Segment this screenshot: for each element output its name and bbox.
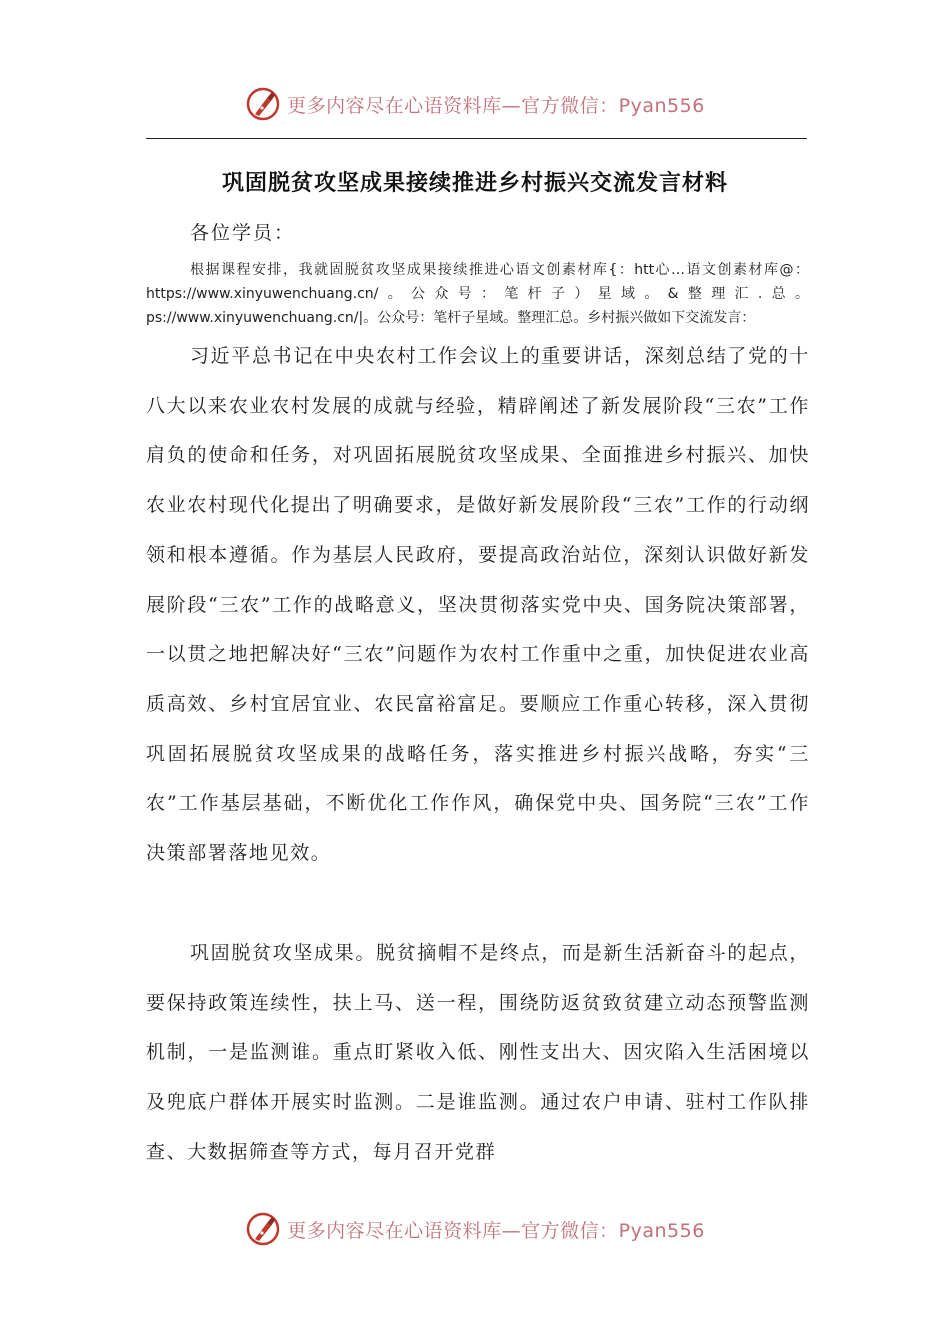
document-title: 巩固脱贫攻坚成果接续推进乡村振兴交流发言材料: [221, 171, 728, 196]
header-banner-text: 更多内容尽在心语资料库—官方微信：Pyan556: [287, 94, 705, 117]
header-banner: [0, 82, 950, 126]
fountain-pen-logo-icon: [245, 1211, 281, 1247]
body-paragraph: 习近平总书记在中央农村工作会议上的重要讲话，深刻总结了党的十八大以来农业农村发展的成就与经验，精辟阐述了新发展阶段“三农”工作肩负的使命和任务，对巩固拓展脱贫攻坚成果、全面推进乡村振兴、加快农业农村现代化提出了明确要求，是做好新发展阶段“三农”工作的行动纲领和根本遵循。作为基层人民政府，要提高政治站位，深刻认识做好新发展阶段“三农”工作的战略意义，坚决贯彻落实党中央、国务院决策部署，一以贯之地把解决好“三农”问题作为农村工作重中之重，加快促进农业高质高效、乡村宜居宜业、农民富裕富足。要顺应工作重心转移，深入贯彻巩固拓展脱贫攻坚成果的战略任务，落实推进乡村振兴战略，夯实“三农”工作基层基础，不断优化工作作风，确保党中央、国务院“三农”工作决策部署落地见效。: [146, 345, 810, 865]
footer-banner-text: 更多内容尽在心语资料库—官方微信：Pyan556: [287, 1219, 705, 1242]
body-paragraph: 巩固脱贫攻坚成果。脱贫摘帽不是终点，而是新生活新奋斗的起点，要保持政策连续性，扶上马、送一程，围绕防返贫致贫建立动态预警监测机制，一是监测谁。重点盯紧收入低、刚性支出大、因灾陷入生活困境以及兜底户群体开展实时监测。二是谁监测。通过农户申请、驻村工作队排查、大数据筛查等方式，每月召开党群: [146, 942, 810, 1163]
fountain-pen-logo-icon: [245, 86, 281, 122]
intro-paragraph: 根据课程安排，我就固脱贫攻坚成果接续推进心语文创素材库{：htt心…语文创素材库@：https://www.xinyuwenchuang.cn/。公众号：笔杆子）星域。&整理汇.总。ps://www.xinyuwenchuang.cn/|。公众号：笔杆子星域。整理汇总。乡村振兴做如下交流发言：: [146, 262, 809, 326]
footer-banner: [0, 1207, 950, 1251]
header-divider: [146, 138, 807, 139]
salutation: 各位学员：: [190, 222, 296, 244]
